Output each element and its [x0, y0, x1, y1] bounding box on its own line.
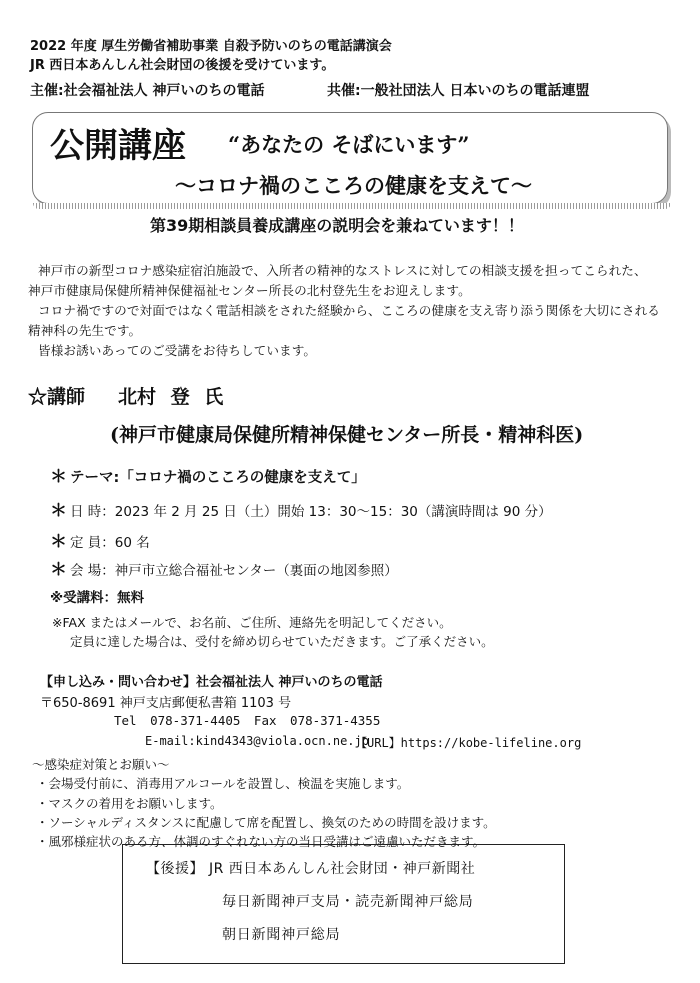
theme-row — [50, 462, 366, 487]
contact-url[interactable]: 【URL】https://kobe-lifeline.org — [355, 736, 582, 750]
capacity-row — [50, 527, 150, 552]
datetime-row — [50, 496, 552, 521]
support-line-1: 【後援】 JR 西日本あんしん社会財団・神戸新聞社 — [146, 861, 476, 877]
asterisk-icon: ＊ — [50, 560, 67, 580]
infection-item: ・風邪様症状のある方、体調のすぐれない方の当日受講はご遠慮いただきます。 — [36, 834, 486, 849]
intro-line-1: 神戸市の新型コロナ感染症宿泊施設で、入所者の精神的なストレスに対しての相談支援を担ってこられた、 — [38, 263, 647, 278]
theme: テーマ:「コロナ禍のこころの健康を支えて」 — [70, 470, 366, 486]
contact-email[interactable]: E-mail:kind4343@viola.ocn.ne.jp — [145, 734, 369, 748]
infection-item: ・ソーシャルディスタンスに配慮して席を配置し、換気のための時間を設けます。 — [36, 815, 496, 830]
asterisk-icon: ＊ — [50, 467, 67, 487]
contact-heading: 【申し込み・問い合わせ】社会福祉法人 神戸いのちの電話 — [40, 675, 383, 690]
intro-line-4: 精神科の先生です。 — [28, 323, 142, 338]
capacity: 定 員：60 名 — [70, 535, 150, 551]
contact-address: 〒650-8691 神戸支店郵便私書箱 1103 号 — [40, 696, 292, 711]
header-line-1: 2022 年度 厚生労働省補助事業 自殺予防いのちの電話講演会 — [30, 39, 392, 54]
organizer: 主催:社会福祉法人 神戸いのちの電話 — [30, 83, 265, 99]
support-line-2: 毎日新聞神戸支局・読売新聞神戸総局 — [222, 894, 474, 910]
intro-line-3: コロナ禍ですので対面ではなく電話相談をされた経験から、こころの健康を支え寄り添う関係を大切にされる — [38, 303, 660, 318]
notice: 第39期相談員養成講座の説明会を兼ねています！！ — [150, 216, 524, 235]
support-line-3: 朝日新聞神戸総局 — [222, 927, 341, 943]
lecturer-label: ☆講師 — [28, 386, 86, 408]
title-subtitle: ～コロナ禍のこころの健康を支えて～ — [175, 173, 532, 198]
datetime: 日 時：2023 年 2 月 25 日（土）開始 13：30～15：30（講演時間は 90 分） — [70, 504, 552, 520]
note-1: ※FAX またはメールで、お名前、ご住所、連絡先を明記してください。 — [52, 615, 452, 630]
lecturer-name: 北村 登 氏 — [118, 386, 224, 408]
venue-row — [50, 555, 398, 580]
header-line-2: JR 西日本あんしん社会財団の後援を受けています。 — [30, 58, 335, 73]
fee: ※受講料：無料 — [50, 590, 145, 606]
cosponsor: 共催:一般社団法人 日本いのちの電話連盟 — [327, 83, 590, 99]
asterisk-icon: ＊ — [50, 532, 67, 552]
lecturer-affiliation: (神戸市健康局保健所精神保健センター所長・精神科医) — [110, 424, 584, 446]
infection-item: ・会場受付前に、消毒用アルコールを設置し、検温を実施します。 — [36, 776, 410, 791]
title-quote: “あなたの そばにいます” — [228, 132, 470, 157]
intro-line-2: 神戸市健康局保健所精神保健福祉センター所長の北村登先生をお迎えします。 — [28, 283, 471, 298]
venue: 会 場：神戸市立総合福祉センター（裏面の地図参照） — [70, 563, 398, 579]
intro-line-5: 皆様お誘いあってのご受講をお待ちしています。 — [38, 343, 317, 358]
infection-heading: ～感染症対策とお願い～ — [32, 757, 170, 772]
note-2: 定員に達した場合は、受付を締め切らせていただきます。ご了承ください。 — [70, 634, 494, 649]
contact-phone: Tel 078-371-4405 Fax 078-371-4355 — [114, 713, 381, 728]
title-main: 公開講座 — [50, 126, 186, 166]
asterisk-icon: ＊ — [50, 501, 67, 521]
infection-item: ・マスクの着用をお願いします。 — [36, 796, 223, 811]
